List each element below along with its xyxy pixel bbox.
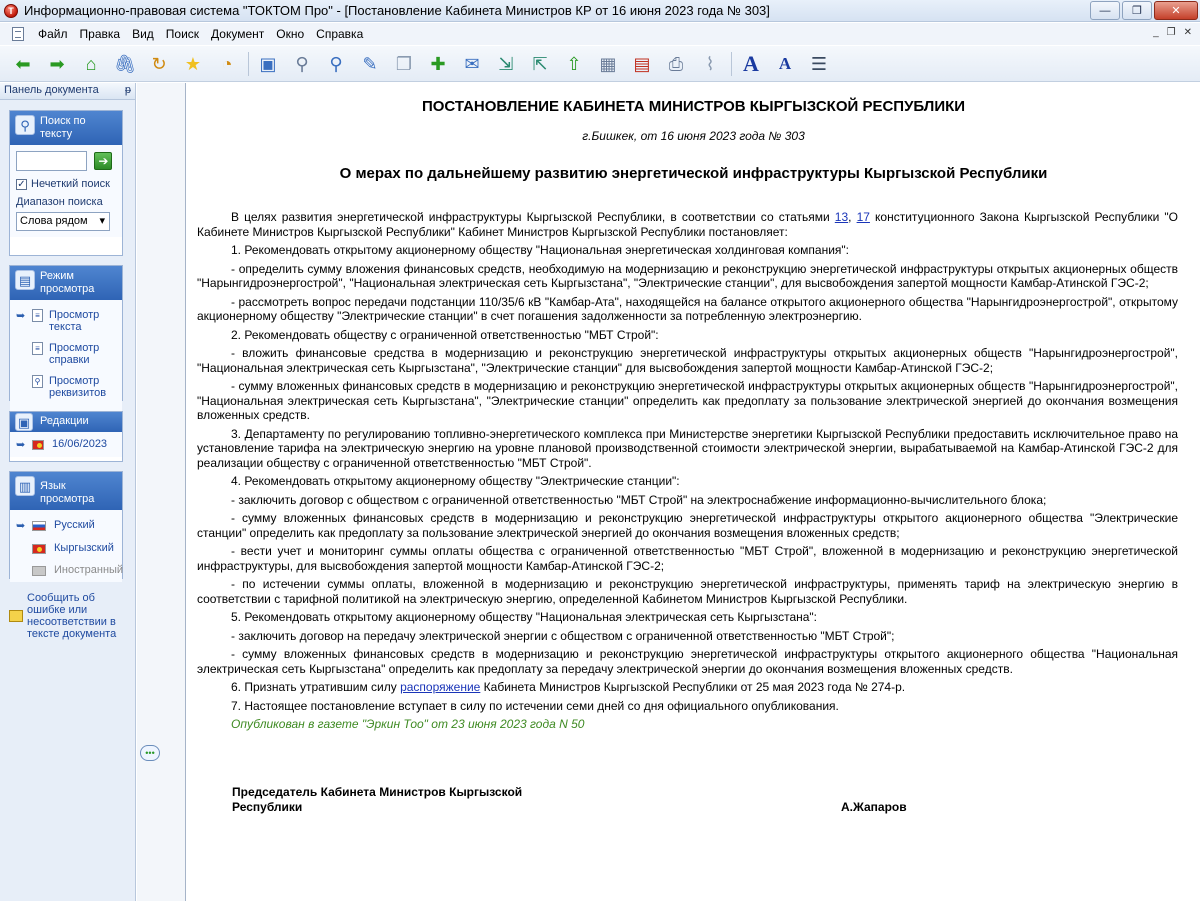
language-foreign-label: Иностранный (54, 564, 124, 576)
edition-doc-icon (32, 440, 44, 450)
toolbar-separator (248, 52, 249, 76)
edition-date: 16/06/2023 (52, 438, 108, 450)
signer-title: Председатель Кабинета Министров Кыргызской Республики (232, 785, 523, 814)
view-text-item[interactable] (16, 309, 116, 333)
back-arrow-icon[interactable]: ⬅ (15, 53, 31, 74)
font-increase-icon[interactable]: A (743, 50, 759, 76)
panel-header (0, 83, 135, 100)
editions-icon: ▣ (15, 413, 33, 431)
copy-icon[interactable]: ❐ (395, 53, 413, 74)
clause-paragraph: - рассмотреть вопрос передачи подстанции 110/35/6 кВ "Камбар-Ата", находящейся на балансе открытого акционерного общества "Нарынгидроэнергострой", открытому акционерному обществу "Электрические станции" в счет погашения задолженности за потребленную электроэнергию. (197, 294, 1178, 323)
view-requisites-item[interactable] (16, 375, 116, 399)
paragraph-7: 7. Настоящее постановление вступает в силу по истечении семи дней со дня официального опубликования. (231, 698, 839, 713)
document-subtitle: г.Бишкек, от 16 июня 2023 года № 303 (582, 129, 805, 143)
panel-title: Панель документа (4, 84, 99, 96)
clause-paragraph: - определить сумму вложения финансовых средств, необходимую на модернизацию и реконструкцию энергетической инфраструктуры открытых акционерных обществ "Нарынгидроэнергострой", "Национальная электрическая сеть Кыргызстана", "Электрические станции", для высвобождения запертой мощности Камбар-Атинской ГЭС-2; (197, 261, 1178, 290)
clause-paragraph: - заключить договор с обществом с ограниченной ответственностью "МБТ Строй" на электроснабжение информационно-вычислительного блока; (231, 492, 1047, 507)
language-kyrgyz-label: Кыргызский (54, 542, 114, 554)
search-go-button[interactable]: ➔ (94, 152, 112, 170)
upload-icon[interactable]: ⇧ (566, 53, 582, 74)
forward-arrow-icon[interactable]: ➡ (49, 53, 65, 74)
app-logo-icon: T (4, 4, 18, 18)
menu-search[interactable]: Поиск (165, 27, 200, 41)
intro-comma: , (848, 210, 857, 224)
language-body (10, 510, 122, 582)
language-icon: ▥ (15, 476, 35, 496)
edit-icon[interactable]: ✎ (362, 53, 378, 74)
editions-title: Редакции (40, 415, 89, 427)
document-heading: О мерах по дальнейшему развитию энергетической инфраструктуры Кыргызской Республики (339, 165, 1048, 182)
clause-paragraph: - сумму вложенных финансовых средств в модернизацию и реконструкцию энергетической инфраструктуры открытых акционерных обществ "Нарынгидроэнергострой", "Национальная электрическая сеть Кыргызстана", "Электрические станции" определить как предоплату за пользование электрической энергией до окончания возмещения вложенных средств. (197, 379, 1178, 422)
clause-paragraph: 3. Департаменту по регулированию топливно-энергетического комплекса при Министерстве энергетики Кыргызской Республики предоставить исключительное право на установление тарифа на электрическую энергию на уровне плановой производственной стоимости электрической энергии, вырабатываемой на Камбар-Атинской ГЭС-2 для реализации обществу с ограниченной ответственностью "МБТ Строй". (197, 426, 1178, 470)
mdi-controls (1153, 27, 1192, 38)
selected-arrow-icon: ➥ (16, 439, 26, 451)
view-text-label: Просмотр текста (49, 309, 100, 333)
requisites-doc-icon: ⚲ (32, 375, 43, 388)
document-panel (0, 83, 136, 901)
report-error-label: Сообщить об ошибке или несоответствии в тексте документа (27, 592, 117, 640)
menu-edit[interactable]: Правка (79, 27, 121, 41)
magnifier-icon: ⚲ (15, 115, 35, 135)
home-icon[interactable]: ⌂ (85, 53, 97, 74)
order-link[interactable]: распоряжение (400, 680, 481, 694)
clauses (197, 243, 1178, 676)
report-error-icon (9, 610, 23, 622)
maximize-button[interactable]: ❐ (1122, 1, 1152, 20)
save-icon[interactable]: ▣ (259, 53, 277, 74)
search-row (16, 151, 116, 171)
print-preview-icon[interactable]: ▤ (633, 53, 651, 74)
view-mode-header[interactable] (10, 266, 122, 300)
export-icon[interactable]: ⇲ (498, 53, 514, 74)
search-group-title: Поиск по тексту (40, 115, 86, 140)
window-controls (1090, 1, 1198, 20)
search-doc-icon[interactable]: ⚲ (295, 53, 309, 74)
intro-text-a: В целях развития энергетической инфраструктуры Кыргызской Республики, в соответствии со статьями (231, 210, 835, 224)
language-russian-label: Русский (54, 519, 95, 531)
close-button[interactable]: ✕ (1154, 1, 1198, 20)
language-russian[interactable] (16, 519, 116, 532)
kyrgyz-flag-icon (32, 544, 46, 554)
search-range-label: Диапазон поиска (16, 196, 103, 208)
font-decrease-icon[interactable]: A (778, 54, 792, 73)
view-requisites-label: Просмотр реквизитов (49, 375, 107, 399)
mdi-restore-button[interactable]: ❐ (1166, 27, 1176, 38)
import-icon[interactable]: ⇱ (532, 53, 548, 74)
add-bookmark-icon[interactable]: ✚ (430, 53, 446, 74)
intro-text-b: конституционного Закона Кыргызской Республики "О Кабинете Министров Кыргызской Республики" Кабинет Министров Кыргызской Республики постановляет: (197, 210, 1178, 239)
text-doc-icon: ≡ (32, 309, 43, 322)
search-input[interactable] (16, 151, 87, 171)
document-body (197, 210, 1178, 731)
paragraph-6 (197, 680, 1178, 695)
russian-flag-icon (32, 521, 46, 531)
edition-item[interactable] (16, 438, 116, 451)
menu-view[interactable]: Вид (132, 27, 154, 41)
document-view (187, 83, 1200, 901)
view-mode-body (10, 300, 122, 414)
clause-paragraph: 4. Рекомендовать открытому акционерному обществу "Электрические станции": (231, 474, 680, 488)
preview-icon[interactable]: ▦ (599, 53, 617, 74)
language-kyrgyz[interactable] (16, 542, 116, 554)
mdi-close-button[interactable]: ✕ (1183, 27, 1192, 38)
editions-header[interactable] (10, 412, 122, 432)
clause-paragraph: - по истечении суммы оплаты, вложенной в модернизацию и реконструкцию энергетической инфраструктуры, применять тариф на электрическую энергию в соответствии с тарифной политикой на электрическую энергию, определенной Кабинетом Министров Кыргызской Республики. (197, 577, 1178, 606)
intro-paragraph (197, 210, 1178, 239)
pin-icon[interactable]: ᵽ (124, 84, 131, 96)
speech-bubble-icon[interactable]: ••• (140, 745, 160, 761)
selected-arrow-icon: ➥ (16, 520, 26, 532)
language-title: Язык просмотра (40, 480, 95, 505)
view-help-item[interactable] (16, 342, 116, 366)
editions-group (9, 411, 123, 462)
article-13-link[interactable]: 13 (834, 210, 849, 224)
toolbar-separator (731, 52, 732, 76)
selected-arrow-icon: ➥ (16, 310, 26, 322)
p6-text-b: Кабинета Министров Кыргызской Республики от 25 мая 2023 года № 274-р. (480, 680, 906, 694)
editions-body (10, 432, 122, 457)
toolbar (0, 46, 1200, 82)
clause-paragraph: - вложить финансовые средства в модернизацию и реконструкцию энергетической инфраструктуры открытых акционерных обществ "Нарынгидроэнергострой", "Национальная электрическая сеть Кыргызстана", "Электрические станции" для высвобождения запертой мощности Камбар-Атинской ГЭС-2; (197, 346, 1178, 375)
article-17-link[interactable]: 17 (856, 210, 870, 224)
fuzzy-search-checkbox[interactable]: ✓ (17, 179, 26, 190)
search-group (9, 110, 123, 256)
language-header[interactable] (10, 472, 122, 510)
title-bar (0, 0, 1200, 22)
report-error-link[interactable] (9, 592, 129, 640)
minimize-button[interactable]: — (1090, 1, 1120, 20)
clause-paragraph: - заключить договор на передачу электрической энергии с обществом с ограниченной ответственностью "МБТ Строй"; (231, 628, 895, 643)
find-icon[interactable]: ⚲ (329, 53, 343, 74)
signer-name: А.Жапаров (841, 800, 907, 814)
clause-paragraph: - сумму вложенных финансовых средств в модернизацию и реконструкцию энергетической инфраструктуры открытого акционерного общества "Национальная электрическая сеть Кыргызстана" определить как предоплату за передачу электрической энергии до окончания возмещения вложенных средств. (197, 647, 1178, 676)
refresh-icon[interactable]: ↻ (151, 53, 167, 74)
p6-text-a: 6. Признать утратившим силу (231, 680, 401, 694)
fuzzy-search-row (16, 178, 116, 190)
menu-file[interactable]: Файл (38, 27, 68, 41)
language-foreign (16, 564, 124, 576)
clause-paragraph: - сумму вложенных финансовых средств в модернизацию и реконструкцию энергетической инфраструктуры открытого акционерного общества "Электрические станции" определить как предоплату за пользование электрической энергией до окончания возмещения вложенных средств; (197, 511, 1178, 540)
menu-window[interactable]: Окно (276, 27, 305, 41)
clause-paragraph: 5. Рекомендовать открытому акционерному обществу "Национальная электрическая сеть Кыргызстана": (231, 610, 818, 624)
search-group-body (10, 145, 122, 237)
comment-icon[interactable]: ✉ (464, 53, 480, 74)
view-mode-icon: ▤ (15, 270, 35, 290)
fuzzy-search-label: Нечеткий поиск (31, 178, 110, 190)
search-group-header[interactable] (10, 111, 122, 145)
clause-paragraph: 2. Рекомендовать обществу с ограниченной ответственностью "МБТ Строй": (231, 327, 659, 342)
print-icon[interactable]: ⎙ (668, 53, 684, 74)
paperclip-icon[interactable]: ⌇ (705, 53, 715, 74)
view-help-label: Просмотр справки (49, 342, 100, 366)
history-icon[interactable]: ◔ (221, 53, 233, 74)
menu-bar (0, 23, 1200, 45)
list-icon[interactable]: ☰ (810, 53, 828, 74)
document-menu-icon[interactable] (12, 27, 24, 41)
menu-document[interactable]: Документ (211, 27, 265, 41)
publication-note: Опубликован в газете "Эркин Тоо" от 23 июня 2023 года N 50 (231, 717, 585, 731)
view-mode-title: Режим просмотра (40, 270, 95, 295)
clause-paragraph: - вести учет и мониторинг суммы оплаты общества с ограниченной ответственностью "МБТ Строй", вложенной в модернизацию и реконструкцию энергетической инфраструктуры, для высвобождения запертой мощности Камбар-Атинской ГЭС-2; (197, 544, 1178, 573)
foreign-flag-icon (32, 566, 46, 576)
mdi-minimize-button[interactable]: _ (1153, 27, 1159, 38)
clause-paragraph: 1. Рекомендовать открытому акционерному обществу "Национальная энергетическая холдинговая компания": (231, 243, 849, 257)
help-doc-icon: ≡ (32, 342, 43, 355)
view-mode-group (9, 265, 123, 401)
attach-icon[interactable]: 🖇 (113, 53, 137, 74)
language-group (9, 471, 123, 579)
search-range-select[interactable]: Слова рядом ▾ (16, 212, 110, 231)
document-title: ПОСТАНОВЛЕНИЕ КАБИНЕТА МИНИСТРОВ КЫРГЫЗСКОЙ РЕСПУБЛИКИ (421, 98, 966, 115)
window-title: Информационно-правовая система "ТОКТОМ Про" - [Постановление Кабинета Министров КР от 16 июня 2023 года № 303] (24, 3, 770, 18)
star-icon[interactable]: ★ (184, 53, 202, 74)
menu-help[interactable]: Справка (316, 27, 364, 41)
comment-gutter (137, 83, 186, 901)
